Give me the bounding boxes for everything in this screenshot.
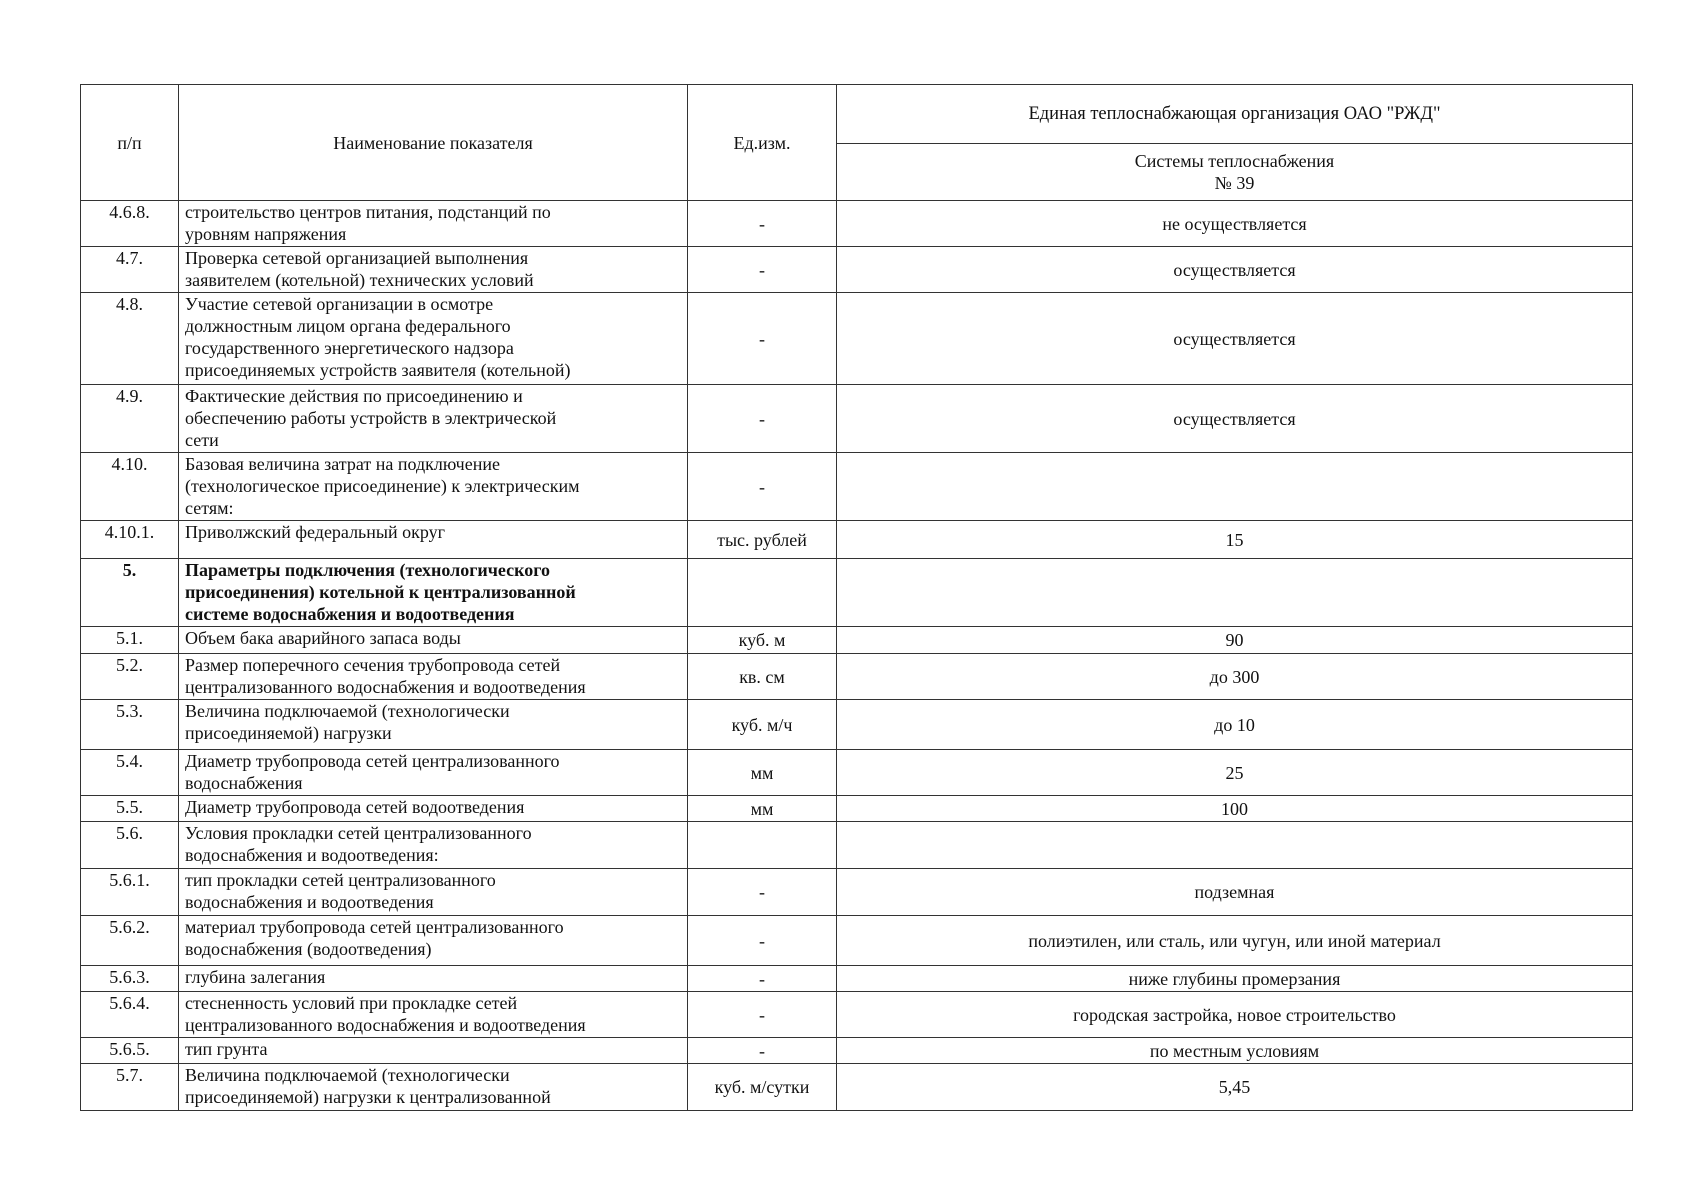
row-name-line: сети: [185, 430, 219, 450]
header-system-line1: Системы теплоснабжения: [1134, 151, 1335, 171]
row-value: ниже глубины промерзания: [837, 966, 1633, 992]
row-name-line: Фактические действия по присоединению и: [185, 386, 523, 406]
row-name: [179, 385, 688, 453]
table-body: [81, 201, 1633, 1111]
row-number: 5.: [81, 559, 179, 627]
header-col-unit: Ед.изм.: [688, 85, 837, 201]
row-name-line: Диаметр трубопровода сетей водоотведения: [185, 797, 525, 817]
table-row: [81, 385, 1633, 453]
row-unit: -: [688, 992, 837, 1038]
row-name-line: государственного энергетического надзора: [185, 338, 514, 358]
row-name: [179, 700, 688, 750]
row-value: осуществляется: [837, 247, 1633, 293]
table-row: [81, 521, 1633, 559]
row-name-line: заявителем (котельной) технических условий: [185, 270, 534, 290]
row-name: [179, 1064, 688, 1111]
row-name-line: уровням напряжения: [185, 224, 347, 244]
row-unit: [688, 559, 837, 627]
row-name-line: присоединяемой) нагрузки: [185, 723, 392, 743]
row-number: 4.10.1.: [81, 521, 179, 559]
row-name-line: стесненность условий при прокладке сетей: [185, 993, 518, 1013]
row-unit: тыс. рублей: [688, 521, 837, 559]
row-unit: кв. см: [688, 654, 837, 700]
row-number: 5.3.: [81, 700, 179, 750]
row-name-line: Размер поперечного сечения трубопровода сетей: [185, 655, 561, 675]
row-name-line: Величина подключаемой (технологически: [185, 1065, 510, 1085]
row-name-line: водоснабжения и водоотведения: [185, 892, 434, 912]
row-unit: куб. м/сутки: [688, 1064, 837, 1111]
row-name: [179, 247, 688, 293]
row-value: 25: [837, 750, 1633, 796]
row-number: 4.9.: [81, 385, 179, 453]
table-row: [81, 293, 1633, 385]
table-row: [81, 992, 1633, 1038]
table-row: [81, 654, 1633, 700]
table-row: [81, 559, 1633, 627]
row-name-line: должностным лицом органа федерального: [185, 316, 511, 336]
row-value: 90: [837, 627, 1633, 654]
row-name-line: централизованного водоснабжения и водоотведения: [185, 1015, 586, 1035]
row-name-line: тип грунта: [185, 1039, 268, 1059]
row-number: 5.6.4.: [81, 992, 179, 1038]
row-name-line: присоединения) котельной к централизованной: [185, 582, 576, 602]
row-name-line: Приволжский федеральный округ: [185, 522, 446, 542]
header-col-name: Наименование показателя: [179, 85, 688, 201]
row-unit: куб. м: [688, 627, 837, 654]
header-org-title: Единая теплоснабжающая организация ОАО "РЖД": [837, 85, 1633, 144]
row-unit: -: [688, 453, 837, 521]
row-name-line: Параметры подключения (технологического: [185, 560, 550, 580]
row-name: [179, 966, 688, 992]
row-name-line: системе водоснабжения и водоотведения: [185, 604, 515, 624]
row-unit: [688, 822, 837, 869]
row-name: [179, 453, 688, 521]
row-number: 5.6.2.: [81, 916, 179, 966]
row-name: [179, 559, 688, 627]
row-number: 5.6.1.: [81, 869, 179, 916]
row-unit: -: [688, 247, 837, 293]
row-number: 4.7.: [81, 247, 179, 293]
row-unit: -: [688, 385, 837, 453]
row-number: 5.6.5.: [81, 1038, 179, 1064]
row-name-line: глубина залегания: [185, 967, 326, 987]
row-name-line: водоснабжения и водоотведения:: [185, 845, 439, 865]
row-unit: -: [688, 1038, 837, 1064]
row-name-line: сетям:: [185, 498, 234, 518]
row-name: [179, 1038, 688, 1064]
row-unit: куб. м/ч: [688, 700, 837, 750]
row-name-line: присоединяемой) нагрузки к централизованной: [185, 1087, 551, 1107]
row-name-line: централизованного водоснабжения и водоотведения: [185, 677, 586, 697]
header-col-num: п/п: [81, 85, 179, 201]
row-name: [179, 869, 688, 916]
row-value: 15: [837, 521, 1633, 559]
table-row: [81, 822, 1633, 869]
row-name-line: материал трубопровода сетей централизованного: [185, 917, 564, 937]
row-number: 5.5.: [81, 796, 179, 822]
row-number: 5.4.: [81, 750, 179, 796]
table-row: [81, 201, 1633, 247]
row-number: 4.6.8.: [81, 201, 179, 247]
table-row: [81, 1064, 1633, 1111]
header-system-line2: № 39: [1214, 173, 1255, 193]
indicators-table: [80, 84, 1633, 1111]
row-name: [179, 201, 688, 247]
row-name-line: Участие сетевой организации в осмотре: [185, 294, 494, 314]
row-unit: -: [688, 201, 837, 247]
row-value: до 300: [837, 654, 1633, 700]
row-value: 100: [837, 796, 1633, 822]
table-row: [81, 966, 1633, 992]
row-unit: -: [688, 293, 837, 385]
row-value: до 10: [837, 700, 1633, 750]
row-name: [179, 521, 688, 559]
row-name-line: водоснабжения: [185, 773, 303, 793]
row-name: [179, 796, 688, 822]
row-number: 4.10.: [81, 453, 179, 521]
row-value: полиэтилен, или сталь, или чугун, или иной материал: [837, 916, 1633, 966]
row-value: городская застройка, новое строительство: [837, 992, 1633, 1038]
row-name: [179, 293, 688, 385]
row-name: [179, 992, 688, 1038]
row-name-line: Базовая величина затрат на подключение: [185, 454, 500, 474]
row-number: 4.8.: [81, 293, 179, 385]
row-unit: -: [688, 966, 837, 992]
row-value: осуществляется: [837, 293, 1633, 385]
row-name-line: водоснабжения (водоотведения): [185, 939, 432, 959]
table-row: [81, 1038, 1633, 1064]
row-unit: -: [688, 869, 837, 916]
header-system: [837, 144, 1633, 201]
table-row: [81, 247, 1633, 293]
table-row: [81, 627, 1633, 654]
row-name-line: тип прокладки сетей централизованного: [185, 870, 496, 890]
row-value: [837, 559, 1633, 627]
row-name-line: Диаметр трубопровода сетей централизованного: [185, 751, 560, 771]
row-name: [179, 654, 688, 700]
row-name: [179, 822, 688, 869]
row-value: осуществляется: [837, 385, 1633, 453]
row-name-line: Величина подключаемой (технологически: [185, 701, 510, 721]
row-name-line: строительство центров питания, подстанций по: [185, 202, 551, 222]
row-number: 5.7.: [81, 1064, 179, 1111]
table-row: [81, 869, 1633, 916]
row-name-line: Проверка сетевой организацией выполнения: [185, 248, 529, 268]
row-number: 5.2.: [81, 654, 179, 700]
row-value: подземная: [837, 869, 1633, 916]
table-row: [81, 916, 1633, 966]
row-value: по местным условиям: [837, 1038, 1633, 1064]
row-unit: мм: [688, 750, 837, 796]
row-number: 5.6.3.: [81, 966, 179, 992]
row-name-line: Условия прокладки сетей централизованного: [185, 823, 532, 843]
table-row: [81, 750, 1633, 796]
row-value: не осуществляется: [837, 201, 1633, 247]
table-row: [81, 453, 1633, 521]
row-name: [179, 627, 688, 654]
row-name-line: (технологическое присоединение) к электрическим: [185, 476, 580, 496]
table-row: [81, 796, 1633, 822]
row-name: [179, 916, 688, 966]
row-value: [837, 822, 1633, 869]
row-number: 5.1.: [81, 627, 179, 654]
row-value: [837, 453, 1633, 521]
row-unit: -: [688, 916, 837, 966]
row-number: 5.6.: [81, 822, 179, 869]
row-name-line: обеспечению работы устройств в электрической: [185, 408, 557, 428]
row-name-line: присоединяемых устройств заявителя (котельной): [185, 360, 571, 380]
row-value: 5,45: [837, 1064, 1633, 1111]
table-row: [81, 700, 1633, 750]
row-unit: мм: [688, 796, 837, 822]
row-name-line: Объем бака аварийного запаса воды: [185, 628, 461, 648]
row-name: [179, 750, 688, 796]
